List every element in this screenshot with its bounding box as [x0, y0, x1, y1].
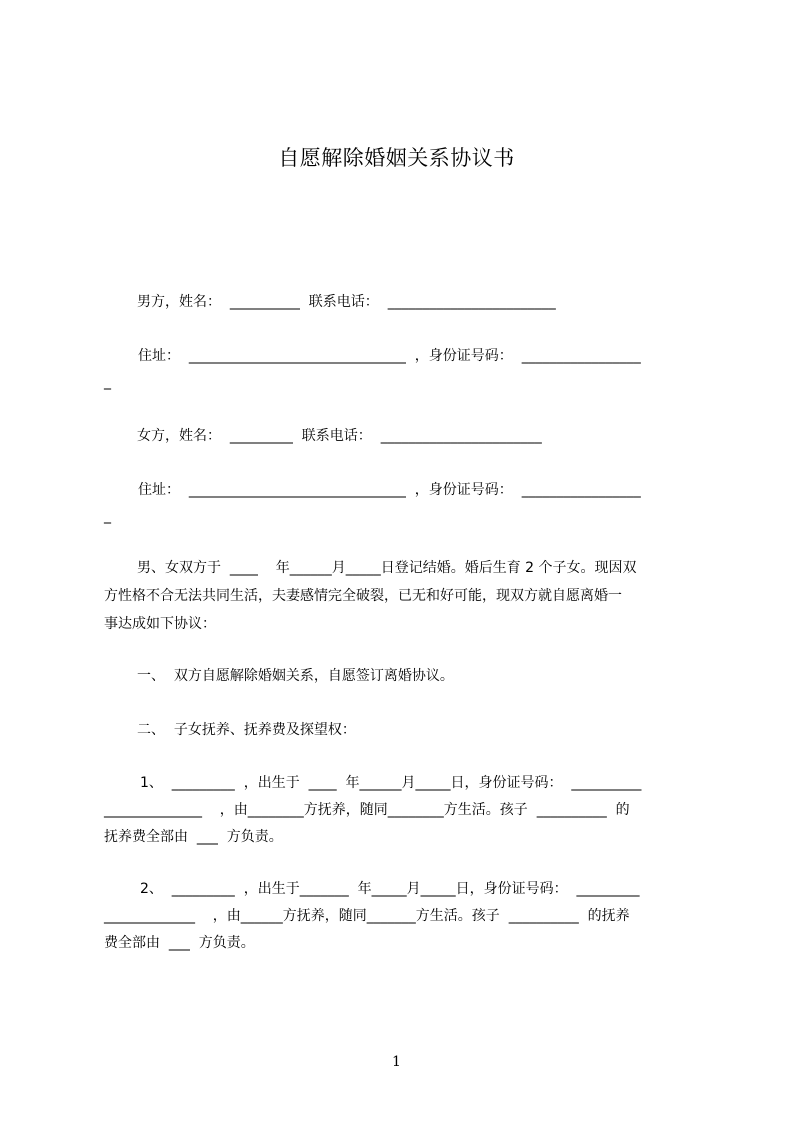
intro-line-2: 方性格不合无法共同生活，夫妻感情完全破裂，已无和好可能，现双方就自愿离婚一	[104, 588, 622, 604]
child-2-line-1: 2、 _________ ，出生于_______ 年_____月_____日，身份证号码： _________	[140, 881, 640, 897]
female-name-phone-line: 女方，姓名： _________ 联系电话： _______________________	[137, 428, 542, 444]
document-title: 自愿解除婚姻关系协议书	[278, 146, 515, 170]
child-1-line-2: ______________ ，由________方抚养，随同________方生活。孩子 __________ 的	[104, 802, 630, 818]
female-address-id-line: 住址： _______________________________ ，身份证号码： _________________	[138, 482, 641, 498]
child-1-line-3: 抚养费全部由 ___ 方负责。	[104, 829, 283, 845]
child-1-line-1: 1、 _________ ，出生于 ____ 年______月_____日，身份证号码： __________	[140, 775, 642, 791]
clause-2: 二、 子女抚养、抚养费及探望权：	[137, 722, 356, 738]
intro-line-1: 男、女双方于 ____ 年______月_____日登记结婚。婚后生育 2 个子女。现因双	[137, 560, 637, 576]
male-address-id-wrap: _	[104, 374, 111, 390]
clause-1: 一、 双方自愿解除婚姻关系，自愿签订离婚协议。	[137, 668, 454, 684]
female-address-id-wrap: _	[104, 508, 111, 524]
child-2-line-3: 费全部由 ___ 方负责。	[104, 935, 255, 951]
male-address-id-line: 住址： _______________________________ ，身份证号码： _________________	[138, 348, 641, 364]
intro-line-3: 事达成如下协议：	[104, 616, 216, 632]
child-2-line-2: _____________ ，由______方抚养，随同_______方生活。孩子 __________ 的抚养	[104, 908, 630, 924]
page-number: 1	[392, 1054, 401, 1070]
male-name-phone-line: 男方，姓名： __________ 联系电话： ________________________	[137, 294, 556, 310]
